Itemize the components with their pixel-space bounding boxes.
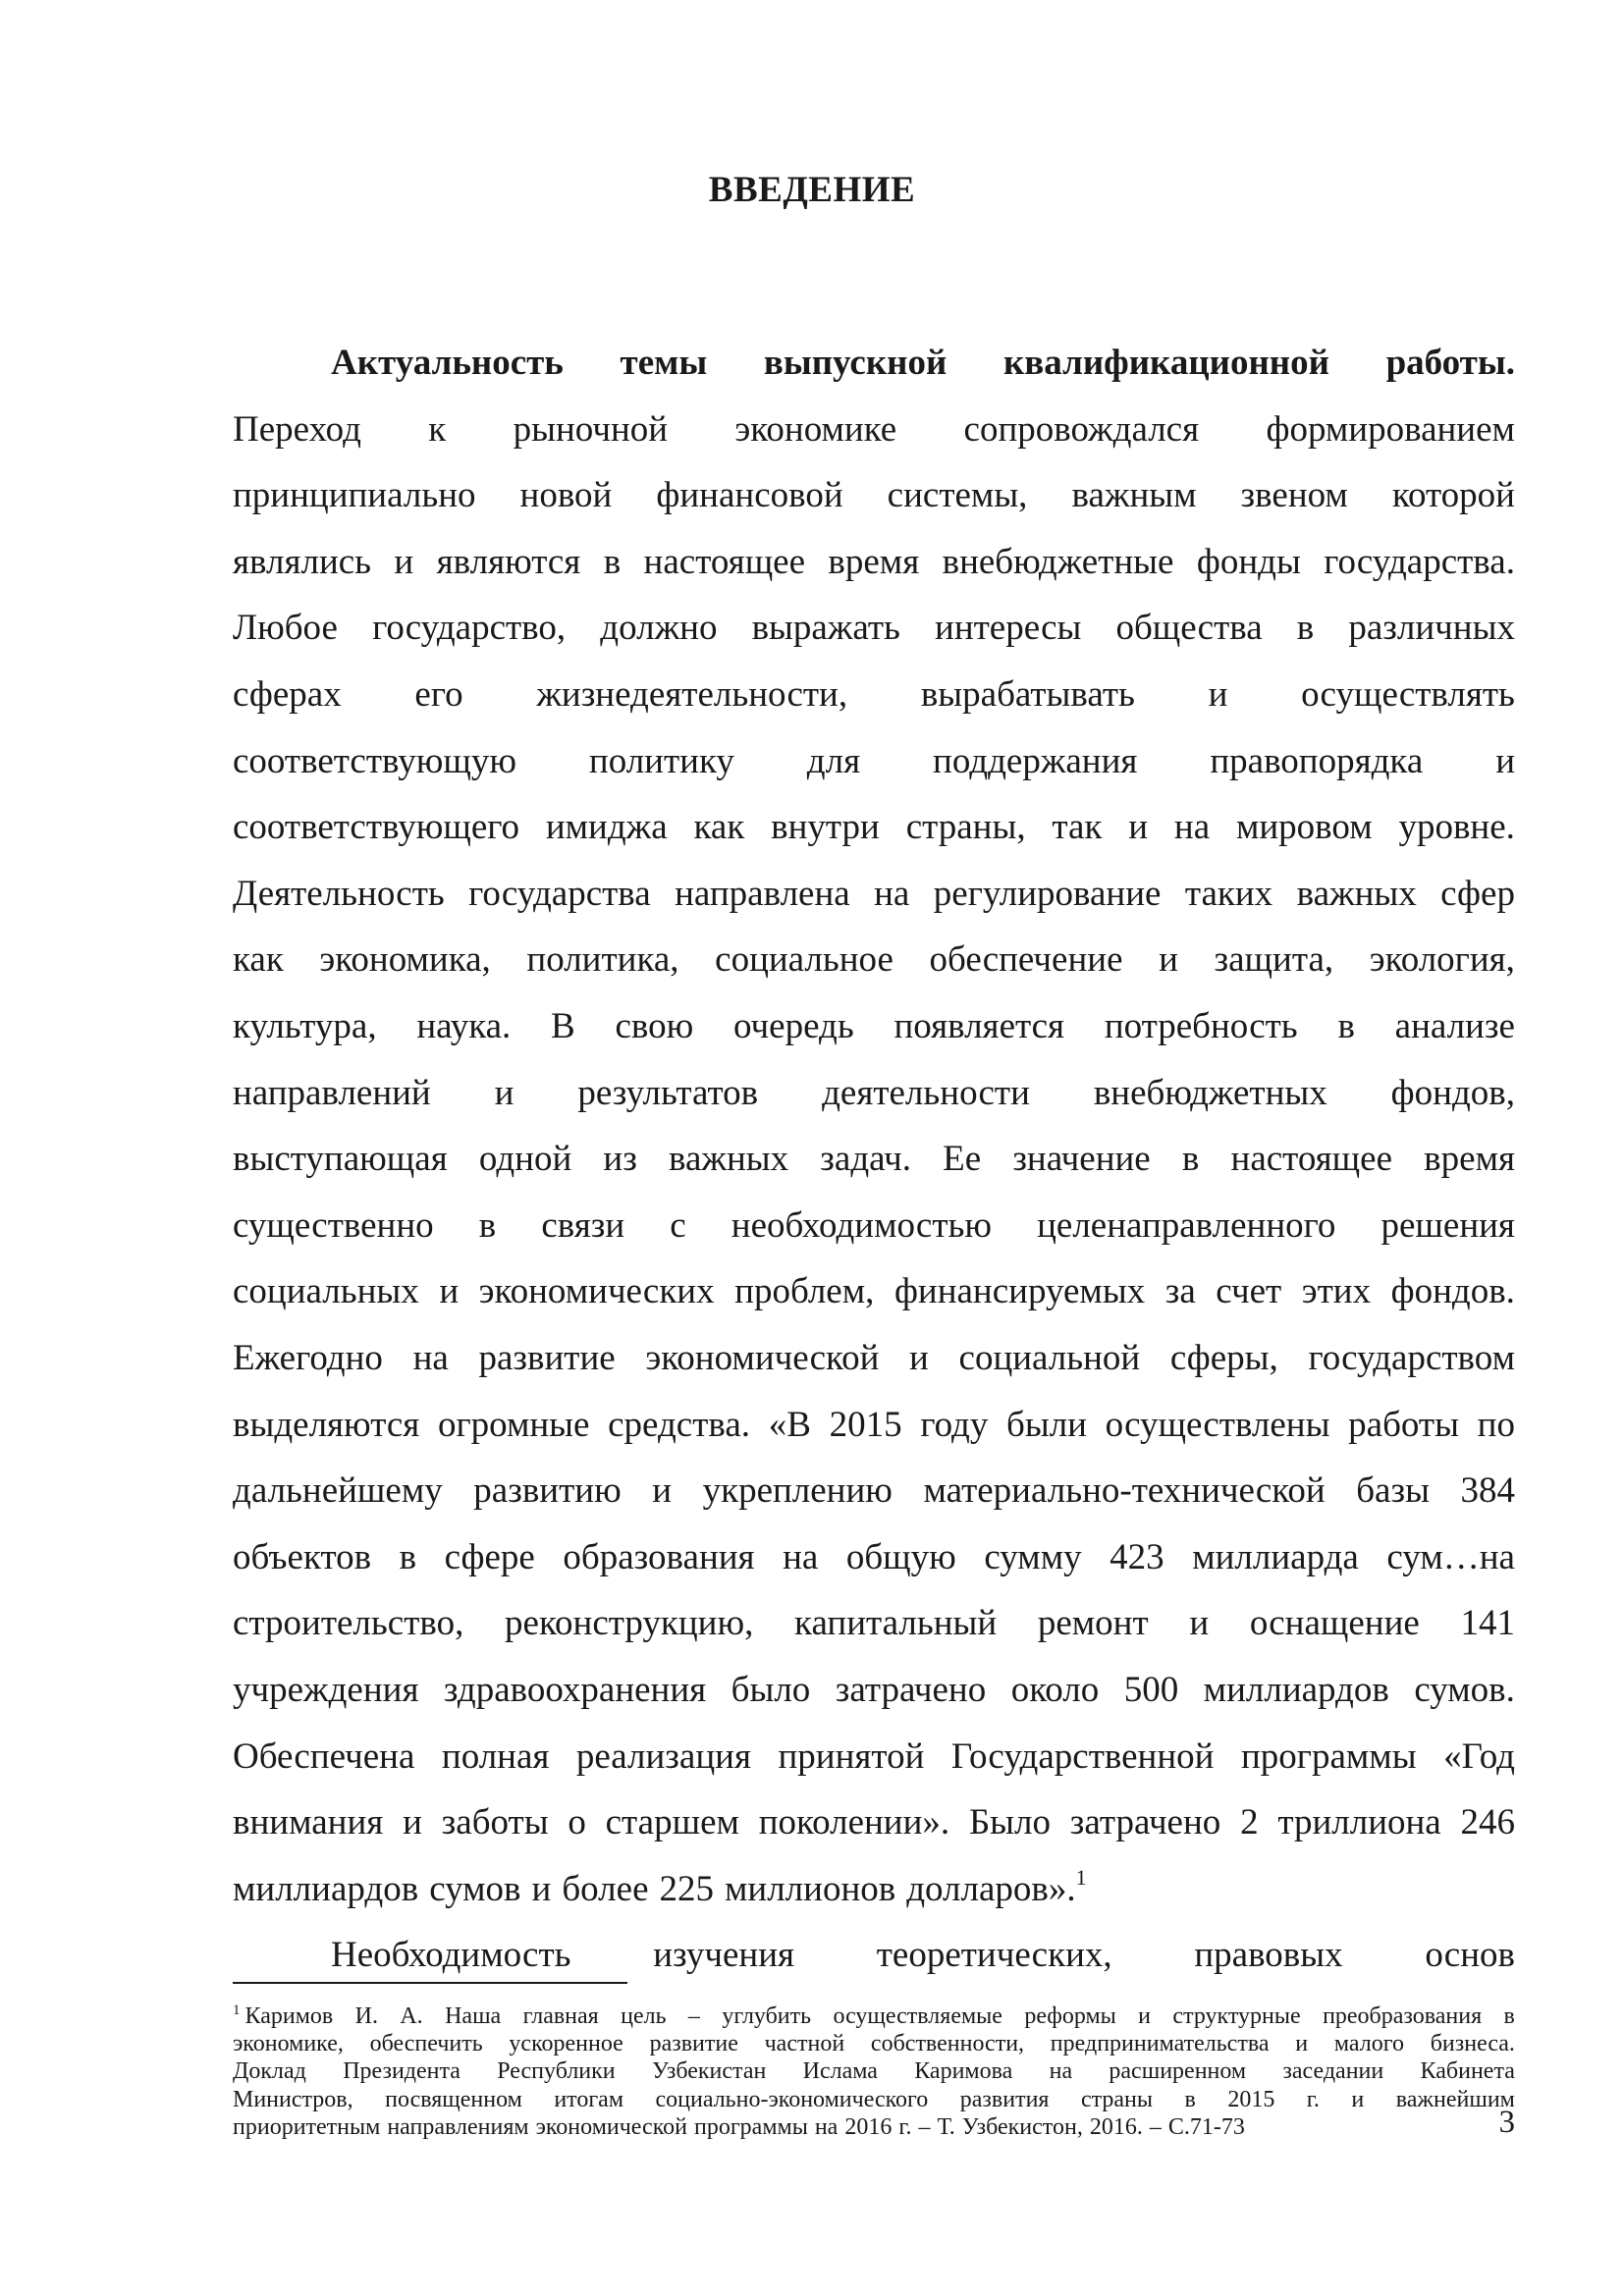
word: частной [764,2031,845,2057]
paragraph-line [233,1657,1515,1724]
word: появляется [893,1006,1065,1046]
word: экономических [478,1271,715,1312]
word: рыночной [513,408,669,450]
word: и [1189,1603,1210,1644]
word: 500 [1123,1670,1179,1710]
word: решения [1380,1204,1515,1246]
word: – [1149,2113,1162,2140]
word: Было [968,1802,1052,1843]
paragraph-line [233,1724,1515,1790]
word: сум…на [1386,1536,1515,1577]
word: образования [563,1536,755,1577]
word: 2016. [1089,2113,1143,2140]
word: развитие [649,2031,738,2057]
word: оснащение [1249,1603,1420,1644]
word: углубить [722,2003,812,2029]
word: цель [621,2003,667,2029]
word: соответствующую [233,740,516,781]
word: реконструкцию, [505,1603,754,1644]
word: государство, [372,608,567,649]
word: звеном [1240,475,1348,516]
paragraph-line [233,595,1515,662]
word: развитию [473,1470,622,1512]
word: государством [1308,1338,1515,1378]
paragraph-line [331,1922,1515,1989]
word: соответствующего [233,807,520,848]
word: посвященном [385,2086,522,2112]
word: обеспечение [929,939,1123,981]
word: учреждения [233,1670,419,1710]
word: Кабинета [1420,2058,1515,2085]
word: долларов».$^1$ [906,1864,1087,1909]
word: сфере [444,1536,535,1577]
word: страны, [905,807,1026,848]
word: направлений [233,1072,431,1113]
word: В [551,1006,575,1046]
word: затрачено [1069,1802,1221,1843]
word: настоящее [643,541,806,582]
word: программы [1240,1735,1417,1777]
word: время [1424,1139,1515,1180]
word: проблем, [734,1271,875,1312]
word: экология, [1369,939,1515,981]
word: 2 [1240,1802,1259,1843]
word: темы [620,343,708,383]
word: экономика, [319,939,491,981]
word: реформы [1024,2003,1116,2029]
word: задач. [820,1139,911,1180]
word: осуществляемые [833,2003,1002,2029]
word: развития [959,2086,1050,2112]
word: 141 [1460,1603,1515,1644]
word: важным [1071,475,1197,516]
word: направлена [675,873,850,914]
word: огромные [437,1404,590,1445]
word: финансируемых [893,1271,1146,1312]
word: регулирование [933,873,1162,914]
footnote-line [233,2086,1515,2113]
word: Президента [343,2058,460,2085]
word: Деятельность [233,873,445,914]
word: «В [768,1404,811,1445]
word: укреплению [702,1470,893,1512]
footnote-separator [233,1982,627,1984]
word: миллиардов [233,1868,419,1909]
word: работы. [1385,343,1515,383]
word: Министров, [233,2086,353,2112]
word: и [394,541,414,582]
word: важнейшим [1395,2086,1515,2112]
paragraph-line [233,1856,1515,1923]
word: социальных [233,1271,419,1312]
word: фонды [1196,541,1301,582]
word: Ислама [802,2058,878,2085]
paragraph-line [233,462,1515,529]
word: и [1128,807,1149,848]
word: социальной [958,1338,1141,1378]
word: на [783,1536,819,1577]
word: внутри [771,807,880,848]
word: различных [1348,608,1515,649]
paragraph-line [331,330,1515,397]
word: изучения [653,1935,795,1976]
word: старшем [605,1802,739,1843]
word: теоретических, [876,1935,1112,1976]
word: Т. [937,2113,955,2140]
word: реализация [575,1735,751,1777]
word: счет [1216,1271,1282,1312]
word: поколении». [758,1802,950,1843]
word: осуществлять [1301,674,1515,715]
word: за [1164,1271,1196,1312]
word: $^1$ Каримов [233,2002,334,2029]
word: и [1208,674,1228,715]
word: здравоохранения [443,1670,707,1710]
word: связи [541,1204,625,1246]
word: принципиально [233,475,476,516]
word: Ежегодно [233,1338,383,1378]
word: итогам [554,2086,624,2112]
word: миллиарда [1192,1536,1359,1577]
word: государства [468,873,651,914]
word: году [920,1404,989,1445]
word: собственности, [870,2031,1025,2057]
word: на [814,2113,839,2140]
word: около [1010,1670,1100,1710]
word: выражать [751,608,900,649]
word: на [874,873,910,914]
word: в [1337,1006,1355,1046]
word: полная [441,1735,550,1777]
paragraph-line [233,1458,1515,1524]
paragraph-line [233,1193,1515,1259]
word: в [1296,608,1315,649]
footnote-line [233,2057,1515,2085]
word: важных [1296,873,1417,914]
word: основ [1425,1935,1515,1976]
word: по [1477,1404,1515,1445]
paragraph-line [233,927,1515,993]
word: И. [354,2003,378,2029]
word: работы [1348,1404,1459,1445]
word: сферы, [1169,1338,1278,1378]
word: Обеспечена [233,1735,415,1777]
word: являлись [233,541,372,582]
word: заседании [1282,2058,1384,2085]
word: развитие [478,1338,616,1378]
word: для [806,740,861,781]
word: сумму [984,1536,1082,1577]
word: одной [478,1139,572,1180]
word: интересы [935,608,1082,649]
word: так [1052,807,1103,848]
word: Доклад [233,2058,306,2085]
word: ремонт [1037,1603,1149,1644]
page-number: 3 [1498,2105,1515,2140]
word: жизнедеятельности, [536,674,848,715]
word: выпускной [763,343,947,383]
word: фондов. [1390,1271,1515,1312]
paragraph-line [233,794,1515,861]
footnote-line [233,2002,1515,2030]
word: и [439,1271,460,1312]
word: малого [1333,2031,1404,2057]
word: как [693,807,745,848]
paragraph-line [233,1060,1515,1127]
word: Переход [233,408,361,450]
word: в [603,541,622,582]
word: А. [400,2003,423,2029]
word: и [531,1868,552,1909]
word: строительство, [233,1603,464,1644]
word: затрачено [835,1670,987,1710]
word: страны [1080,2086,1153,2112]
word: в [1181,1139,1200,1180]
page-heading: ВВЕДЕНИЕ [708,170,916,210]
word: экономической [645,1338,880,1378]
word: и [403,1802,422,1843]
word: уровне. [1398,807,1515,848]
word: триллиона [1277,1802,1441,1843]
word: анализе [1394,1006,1515,1046]
paragraph-line [233,1258,1515,1325]
word: которой [1391,475,1515,516]
word: ускоренное [509,2031,623,2057]
word: общества [1115,608,1263,649]
word: заботы [441,1802,549,1843]
word: миллиардов [1203,1670,1389,1710]
word: финансовой [656,475,843,516]
word: г. [1306,2086,1320,2112]
word: наука. [416,1006,512,1046]
word: таких [1184,873,1273,914]
word: дальнейшему [233,1470,443,1512]
word: потребность [1104,1006,1298,1046]
word: внимания [233,1802,384,1843]
word: 2016 [844,2113,893,2140]
word: предпринимательства [1050,2031,1270,2057]
word: – [918,2113,931,2140]
word: и [652,1470,673,1512]
word: очередь [733,1006,854,1046]
word: на [412,1338,449,1378]
word: политику [588,740,734,781]
word: сферах [233,674,342,715]
word: преобразования [1323,2003,1483,2029]
word: важных [669,1139,789,1180]
word: 225 [659,1868,714,1909]
word: «Год [1443,1735,1515,1777]
word: обеспечить [369,2031,483,2057]
paragraph-line [233,1524,1515,1591]
word: внебюджетные [942,541,1174,582]
word: структурные [1172,2003,1301,2029]
word: существенно [233,1204,434,1246]
word: сумов [429,1868,521,1909]
word: сумов. [1414,1670,1515,1710]
word: как [233,939,284,981]
word: материально-технической [923,1470,1326,1512]
word: капитальный [794,1603,998,1644]
word: о [568,1802,586,1843]
word: и [1138,2003,1152,2029]
word: выделяются [233,1404,420,1445]
word: выступающая [233,1139,448,1180]
word: сопровождался [963,408,1200,450]
word: г. [898,2113,912,2140]
word: в [478,1204,497,1246]
word: являются [436,541,581,582]
paragraph-line [233,861,1515,928]
word: деятельности [822,1072,1030,1113]
word: Государственной [950,1735,1215,1777]
word: Ее [943,1139,982,1180]
word: направлениям [387,2113,529,2140]
word: защита, [1214,939,1334,981]
word: из [603,1139,637,1180]
word: Актуальность [331,343,564,383]
word: Любое [233,608,338,649]
word: с [670,1204,686,1246]
word: необходимостью [731,1204,993,1246]
word: поддержания [933,740,1138,781]
word: и [909,1338,929,1378]
word: формированием [1266,408,1515,450]
word: правопорядка [1210,740,1424,781]
word: экономической [535,2113,687,2140]
paragraph-line [233,1325,1515,1392]
word: и [494,1072,514,1113]
paragraph-line [233,662,1515,728]
word: экономике [734,408,897,450]
word: С.71-73 [1167,2113,1245,2140]
paragraph-line [233,1590,1515,1657]
word: в [1184,2086,1196,2112]
word: на [1049,2058,1073,2085]
word: в [399,1536,417,1577]
word: новой [519,475,613,516]
word: 2015 [829,1404,902,1445]
word: более [562,1868,649,1909]
word: Республики [497,2058,616,2085]
word: свою [615,1006,694,1046]
footnote-line [233,2030,1515,2057]
word: сфер [1440,873,1515,914]
footnote-line [233,2113,1515,2141]
word: к [428,408,447,450]
word: его [414,674,463,715]
word: 423 [1110,1536,1164,1577]
word: Узбекистон, [961,2113,1083,2140]
word: системы, [887,475,1028,516]
word: квалификационной [1002,343,1329,383]
word: объектов [233,1536,372,1577]
word: приоритетным [233,2113,381,2140]
word: значение [1012,1139,1151,1180]
word: бизнеса. [1430,2031,1515,2057]
word: внебюджетных [1093,1072,1327,1113]
word: политика, [526,939,679,981]
word: общую [845,1536,956,1577]
footnote-reference[interactable]: 1 [1075,1864,1087,1890]
word: миллионов [725,1868,896,1909]
word: и [1351,2086,1365,2112]
word: культура, [233,1006,377,1046]
word: в [1503,2003,1515,2029]
word: и [1495,740,1515,781]
paragraph-line [233,397,1515,463]
word: расширенном [1109,2058,1247,2085]
word: средства. [608,1404,751,1445]
word: результатов [577,1072,759,1113]
word: время [828,541,920,582]
word: Необходимость [331,1935,571,1976]
footnote-marker: 1 [233,2002,241,2018]
word: вырабатывать [920,674,1135,715]
word: и [1295,2031,1309,2057]
word: осуществлены [1105,1404,1330,1445]
word: целенаправленного [1037,1204,1336,1246]
word: программы [693,2113,808,2140]
word: – [687,2003,700,2029]
word: имиджа [545,807,668,848]
word: социально-экономического [655,2086,929,2112]
word: 2015 [1227,2086,1275,2112]
word: главная [522,2003,599,2029]
word: принятой [778,1735,925,1777]
word: экономике, [233,2031,344,2057]
paragraph-line [233,1392,1515,1459]
word: должно [600,608,718,649]
word: Каримова [914,2058,1013,2085]
word: фондов, [1390,1072,1515,1113]
word: были [1006,1404,1087,1445]
word: на [1173,807,1211,848]
word: и [1159,939,1178,981]
word: было [731,1670,811,1710]
word: этих [1301,1271,1372,1312]
word: Узбекистан [651,2058,767,2085]
word: Наша [445,2003,502,2029]
word: мировом [1235,807,1373,848]
paragraph-line [233,993,1515,1060]
word: социальное [715,939,893,981]
paragraph-line [233,728,1515,795]
word: базы [1356,1470,1430,1512]
paragraph-line [233,1126,1515,1193]
paragraph-line [233,1789,1515,1856]
word: государства. [1324,541,1515,582]
word: настоящее [1230,1139,1393,1180]
word: правовых [1194,1935,1343,1976]
word: 384 [1460,1470,1515,1512]
word: 246 [1460,1802,1515,1843]
paragraph-line [233,529,1515,596]
